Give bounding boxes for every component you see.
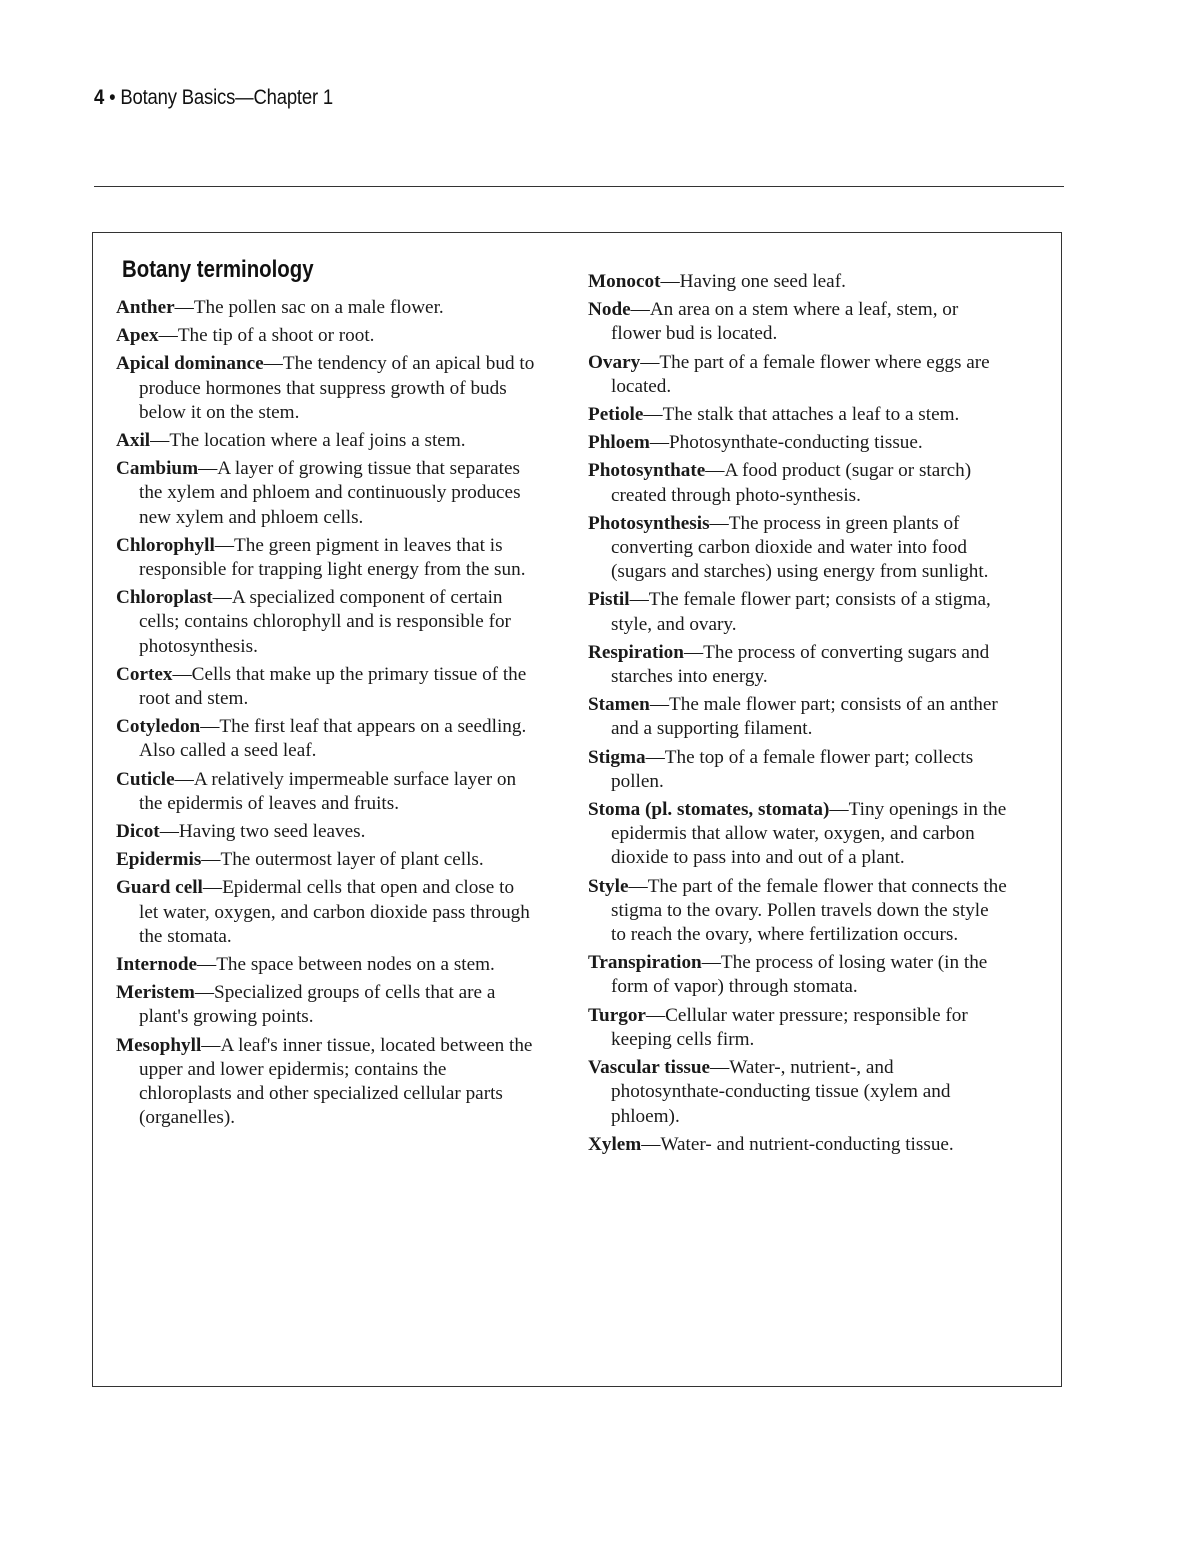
- glossary-entry: [116, 457, 536, 530]
- glossary-term: Internode: [116, 954, 198, 976]
- glossary-term: Stoma (pl. stomates, stomata): [588, 799, 830, 821]
- glossary-entry: [588, 351, 1008, 399]
- glossary-term: Style: [588, 875, 629, 897]
- glossary-entry: [588, 403, 1008, 427]
- glossary-term: Apical dominance: [116, 353, 264, 375]
- glossary-term: Cuticle: [116, 768, 175, 790]
- glossary-term: Cotyledon: [116, 716, 201, 738]
- glossary-term: Mesophyll: [116, 1034, 202, 1056]
- glossary-term: Monocot: [588, 271, 661, 292]
- glossary-entry: [588, 1056, 1008, 1129]
- glossary-definition: —Cells that make up the primary tissue of the root and stem.: [139, 663, 527, 710]
- glossary-entry: [116, 534, 536, 582]
- glossary-term: Chloroplast: [116, 587, 213, 609]
- glossary-definition: —The process of converting sugars and starches into energy.: [611, 641, 990, 688]
- glossary-definition: —A specialized component of certain cells; contains chlorophyll and is responsible for photosynthesis.: [139, 587, 511, 657]
- glossary-term: Axil: [116, 430, 151, 452]
- glossary-term: Phloem: [588, 432, 650, 454]
- glossary-entry: [116, 352, 536, 425]
- header-bullet: •: [109, 86, 116, 109]
- glossary-definition: —The tendency of an apical bud to produce hormones that suppress growth of buds below it on the stem.: [139, 353, 535, 423]
- glossary-definition: —Cellular water pressure; responsible for keeping cells firm.: [611, 1004, 968, 1050]
- glossary-entry: [116, 768, 536, 816]
- glossary-definition: —The process of losing water (in the form of vapor) through stomata.: [611, 952, 988, 998]
- glossary-entry: [116, 981, 536, 1029]
- glossary-term: Transpiration: [588, 952, 702, 974]
- glossary-definition: —Water-, nutrient-, and photosynthate-conducting tissue (xylem and phloem).: [611, 1057, 951, 1127]
- glossary-title: Botany terminology: [122, 256, 314, 283]
- glossary-definition: —The part of the female flower that connects the stigma to the ovary. Pollen travels down the style to reach the ovary, where fertilization occurs.: [611, 875, 1007, 946]
- glossary-definition: —The outermost layer of plant cells.: [201, 849, 484, 871]
- glossary-entry: [116, 429, 536, 453]
- glossary-term: Epidermis: [116, 849, 202, 871]
- glossary-entry: [588, 512, 1008, 585]
- glossary-definition: —Having two seed leaves.: [159, 821, 366, 843]
- glossary-definition: —Water- and nutrient-conducting tissue.: [641, 1133, 954, 1155]
- glossary-entry: [588, 693, 1008, 741]
- glossary-definition: —Specialized groups of cells that are a plant's growing points.: [139, 982, 496, 1028]
- glossary-entry: [588, 1133, 1008, 1157]
- page-header: [94, 86, 333, 110]
- glossary-term: Pistil: [588, 589, 630, 611]
- glossary-term: Turgor: [588, 1004, 646, 1026]
- page-number: 4: [94, 86, 105, 109]
- glossary-term: Xylem: [588, 1133, 642, 1155]
- glossary-entry: [588, 588, 1008, 636]
- glossary-definition: —The part of a female flower where eggs are located.: [611, 351, 990, 397]
- glossary-definition: —Tiny openings in the epidermis that allow water, oxygen, and carbon dioxide to pass into and out of a plant.: [611, 799, 1007, 869]
- glossary-definition: —The space between nodes on a stem.: [197, 954, 495, 976]
- glossary-entry: [116, 663, 536, 711]
- glossary-term: Meristem: [116, 982, 195, 1004]
- glossary-entry: [588, 951, 1008, 999]
- glossary-entry: [116, 876, 536, 949]
- glossary-definition: —An area on a stem where a leaf, stem, or flower bud is located.: [611, 299, 959, 345]
- glossary-definition: —A layer of growing tissue that separates the xylem and phloem and continuously produces new xylem and phloem cells.: [139, 458, 521, 528]
- glossary-definition: —A food product (sugar or starch) created through photo-synthesis.: [611, 460, 972, 506]
- glossary-entry: [588, 641, 1008, 689]
- glossary-entry: [588, 298, 1008, 346]
- glossary-term: Apex: [116, 325, 159, 347]
- glossary-definition: —The stalk that attaches a leaf to a stem.: [643, 404, 960, 426]
- glossary-entry: [588, 459, 1008, 507]
- glossary-definition: —The green pigment in leaves that is responsible for trapping light energy from the sun.: [139, 534, 526, 581]
- glossary-entry: [116, 820, 536, 844]
- glossary-definition: —Photosynthate-conducting tissue.: [649, 432, 923, 454]
- glossary-term: Dicot: [116, 821, 160, 843]
- glossary-term: Photosynthesis: [588, 512, 710, 534]
- glossary-entry: [116, 848, 536, 872]
- glossary-definition: —Having one seed leaf.: [660, 271, 846, 292]
- glossary-term: Stamen: [588, 694, 650, 716]
- glossary-entry: [116, 715, 536, 763]
- glossary-definition: —A relatively impermeable surface layer on the epidermis of leaves and fruits.: [139, 768, 517, 814]
- glossary-entry: [116, 586, 536, 659]
- running-title: Botany Basics—Chapter 1: [120, 86, 334, 109]
- glossary-definition: —The location where a leaf joins a stem.: [150, 430, 466, 452]
- glossary-left-column: [116, 296, 536, 1135]
- glossary-term: Chlorophyll: [116, 534, 215, 556]
- glossary-term: Cortex: [116, 663, 173, 685]
- glossary-entry: [116, 324, 536, 348]
- glossary-definition: —The male flower part; consists of an anther and a supporting filament.: [611, 694, 998, 740]
- glossary-entry: [588, 746, 1008, 794]
- glossary-entry: [116, 1034, 536, 1131]
- header-rule: [94, 186, 1064, 187]
- glossary-definition: —The process in green plants of converting carbon dioxide and water into food (sugars and starches) using energy from sunlight.: [611, 512, 989, 583]
- glossary-entry: [116, 296, 536, 320]
- glossary-entry: [588, 270, 1008, 294]
- glossary-entry: [588, 431, 1008, 455]
- glossary-definition: —Epidermal cells that open and close to let water, oxygen, and carbon dioxide pass through the stomata.: [139, 877, 530, 947]
- glossary-entry: [588, 1004, 1008, 1052]
- glossary-definition: —The first leaf that appears on a seedling. Also called a seed leaf.: [139, 716, 527, 762]
- glossary-term: Stigma: [588, 746, 646, 768]
- glossary-definition: —The pollen sac on a male flower.: [174, 297, 444, 318]
- glossary-entry: [588, 798, 1008, 871]
- glossary-entry: [588, 875, 1008, 948]
- glossary-term: Vascular tissue: [588, 1057, 711, 1079]
- glossary-term: Guard cell: [116, 877, 203, 899]
- glossary-term: Ovary: [588, 351, 641, 373]
- glossary-term: Node: [588, 299, 631, 321]
- glossary-entry: [116, 953, 536, 977]
- glossary-term: Cambium: [116, 458, 199, 480]
- glossary-term: Respiration: [588, 641, 684, 663]
- glossary-definition: —The top of a female flower part; collects pollen.: [611, 746, 974, 792]
- glossary-term: Anther: [116, 297, 175, 318]
- glossary-definition: —A leaf's inner tissue, located between the upper and lower epidermis; contains the chloroplasts and other specialized cellular parts (organelles).: [139, 1034, 533, 1129]
- glossary-definition: —The female flower part; consists of a stigma, style, and ovary.: [611, 589, 991, 635]
- glossary-term: Photosynthate: [588, 460, 706, 482]
- glossary-definition: —The tip of a shoot or root.: [158, 325, 375, 347]
- glossary-right-column: [588, 270, 1008, 1161]
- glossary-term: Petiole: [588, 404, 644, 426]
